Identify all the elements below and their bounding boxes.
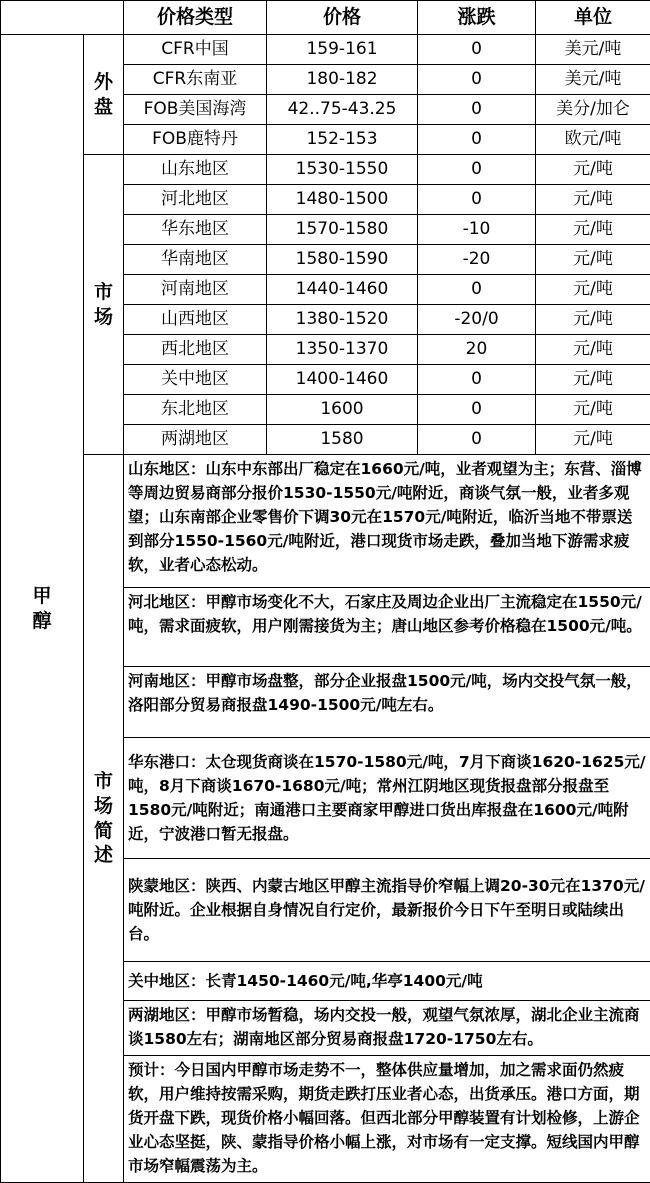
group-market-label: 市场 [84,155,124,455]
row-unit: 元/吨 [536,215,650,245]
row-price: 1570-1580 [267,215,418,245]
row-price: 180-182 [267,65,418,95]
row-unit: 元/吨 [536,425,650,455]
row-price: 159-161 [267,35,418,65]
row-price: 1600 [267,395,418,425]
row-unit: 元/吨 [536,155,650,185]
row-name: 华东地区 [124,215,267,245]
row-price: 1580-1590 [267,245,418,275]
row-price: 1580 [267,425,418,455]
summary-henan: 河南地区：甲醇市场盘整，部分企业报盘1500元/吨，场内交投气氛一般，洛阳部分贸易商报盘1490-1500元/吨左右。 [124,667,650,738]
row-price: 1530-1550 [267,155,418,185]
row-price: 1380-1520 [267,305,418,335]
row-name: 山西地区 [124,305,267,335]
row-change: -20 [418,245,536,275]
row-price: 1480-1500 [267,185,418,215]
summary-lianghu: 两湖地区：甲醇市场暂稳，场内交投一般，观望气氛浓厚，湖北企业主流商谈1580左右；湖南地区部分贸易商报盘1720-1750左右。 [124,1001,650,1056]
header-row [1,1,650,35]
row-change: 0 [418,275,536,305]
group-summary-label: 市场简述 [84,455,124,1183]
row-unit: 元/吨 [536,305,650,335]
summary-shandong: 山东地区：山东中东部出厂稳定在1660元/吨，业者观望为主；东营、淄博等周边贸易商部分报价1530-1550元/吨附近，商谈气氛一般，业者多观望；山东南部企业零售价下调30元在1570元/吨附近，临沂当地不带票送到部分1550-1560元/吨附近，港口现货市场走跌，叠加当地下游需求疲软，业者心态松动。 [124,455,650,588]
header-change: 涨跌 [418,1,536,35]
row-name: CFR中国 [124,35,267,65]
row-name: 西北地区 [124,335,267,365]
row-price: 42..75-43.25 [267,95,418,125]
row-name: 河北地区 [124,185,267,215]
summary-hebei: 河北地区：甲醇市场变化不大，石家庄及周边企业出厂主流稳定在1550元/吨，需求面疲软，用户刚需接货为主；唐山地区参考价格稳在1500元/吨。 [124,588,650,667]
row-change: -10 [418,215,536,245]
row-name: 东北地区 [124,395,267,425]
row-price: 1350-1370 [267,335,418,365]
header-blank [1,1,124,35]
summary-huadong-port: 华东港口：太仓现货商谈在1570-1580元/吨，7月下商谈1620-1625元/吨，8月下商谈1670-1680元/吨；常州江阴地区现货报盘部分报盘至1580元/吨附近；南通港口主要商家甲醇进口货出库报盘在1600元/吨附近，宁波港口暂无报盘。 [124,738,650,859]
header-type: 价格类型 [124,1,267,35]
row-name: 华南地区 [124,245,267,275]
row-unit: 元/吨 [536,365,650,395]
row-name: 两湖地区 [124,425,267,455]
row-change: 20 [418,335,536,365]
row-price: 152-153 [267,125,418,155]
summary-guanzhong: 关中地区：长青1450-1460元/吨,华亭1400元/吨 [124,962,650,1001]
row-unit: 美元/吨 [536,65,650,95]
row-name: FOB鹿特丹 [124,125,267,155]
row-unit: 美元/吨 [536,35,650,65]
row-change: 0 [418,95,536,125]
table-row [1,155,650,185]
row-change: 0 [418,365,536,395]
row-unit: 元/吨 [536,275,650,305]
row-change: 0 [418,425,536,455]
row-unit: 元/吨 [536,335,650,365]
row-name: 关中地区 [124,365,267,395]
row-change: 0 [418,155,536,185]
row-unit: 元/吨 [536,245,650,275]
row-change: 0 [418,65,536,95]
row-unit: 元/吨 [536,395,650,425]
row-name: CFR东南亚 [124,65,267,95]
row-name: FOB美国海湾 [124,95,267,125]
row-price: 1400-1460 [267,365,418,395]
row-change: -20/0 [418,305,536,335]
row-change: 0 [418,125,536,155]
header-unit: 单位 [536,1,650,35]
row-name: 山东地区 [124,155,267,185]
row-unit: 欧元/吨 [536,125,650,155]
row-price: 1440-1460 [267,275,418,305]
table-row [1,35,650,65]
summary-shaanmeng: 陕蒙地区：陕西、内蒙古地区甲醇主流指导价窄幅上调20-30元在1370元/吨附近。企业根据自身情况自行定价，最新报价今日下午至明日或陆续出台。 [124,859,650,962]
row-change: 0 [418,395,536,425]
row-unit: 美分/加仑 [536,95,650,125]
row-unit: 元/吨 [536,185,650,215]
summary-row [1,455,650,588]
row-name: 河南地区 [124,275,267,305]
row-change: 0 [418,185,536,215]
header-price: 价格 [267,1,418,35]
product-name: 甲醇 [1,35,84,1183]
group-foreign-label: 外盘 [84,35,124,155]
row-change: 0 [418,35,536,65]
summary-forecast: 预计：今日国内甲醇市场走势不一，整体供应量增加，加之需求面仍然疲软，用户维持按需采购，期货走跌打压业者心态，出货承压。港口方面，期货开盘下跌，现货价格小幅回落。但西北部分甲醇装置有计划检修，上游企业心态坚挺，陕、蒙指导价格小幅上涨，对市场有一定支撑。短线国内甲醇市场窄幅震荡为主。 [124,1056,650,1183]
